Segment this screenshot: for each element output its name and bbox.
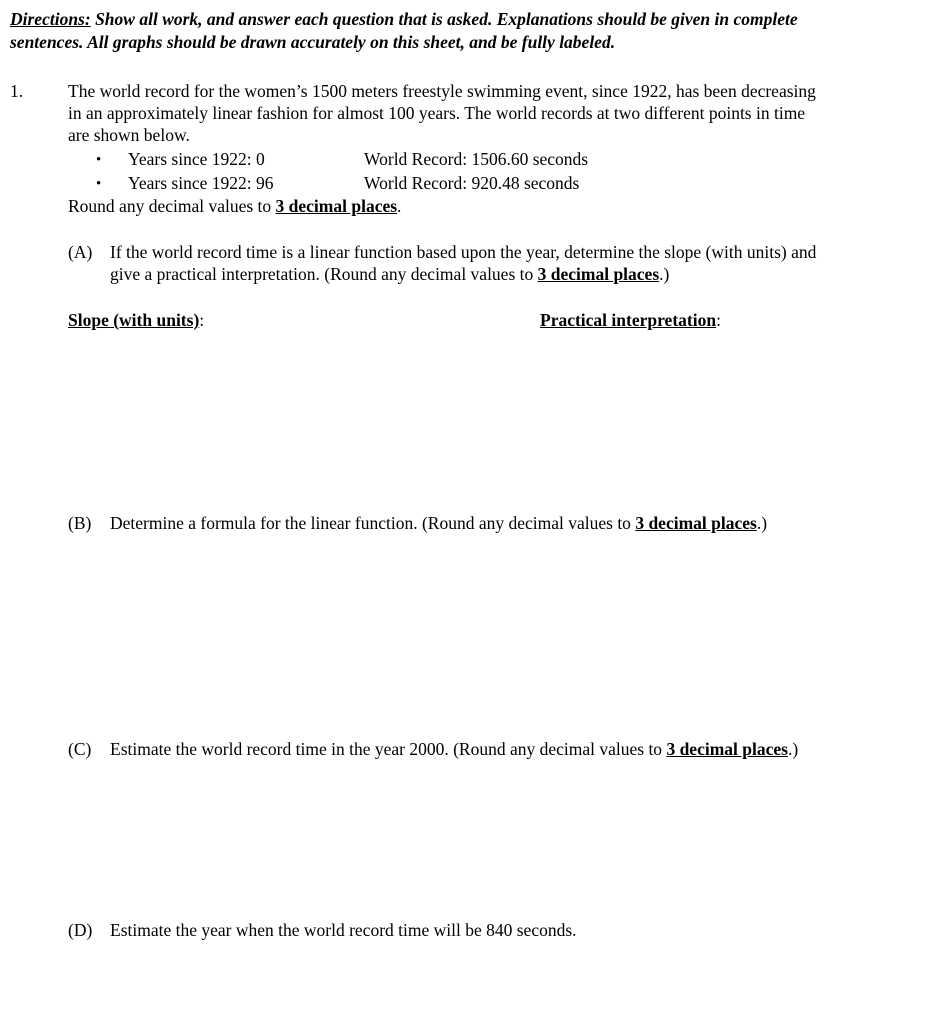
intro-line-3: are shown below.: [68, 125, 190, 145]
directions-line-1: [10, 8, 798, 31]
round-note-prefix: Round any decimal values to: [68, 196, 276, 216]
part-a-line-2: [110, 263, 669, 286]
problem-number: 1.: [10, 81, 24, 101]
bullet-icon: •: [96, 176, 102, 192]
part-b-prefix: Determine a formula for the linear function. (Round any decimal values to: [110, 513, 636, 533]
interpretation-label-colon: :: [716, 310, 721, 330]
interpretation-label: [540, 309, 721, 332]
part-d-question: Estimate the year when the world record time will be 840 seconds.: [110, 920, 577, 940]
directions-text-2: sentences. All graphs should be drawn accurately on this sheet, and be fully labeled.: [10, 32, 616, 52]
part-b-emphasis: 3 decimal places: [635, 513, 757, 533]
directions-line-2: [10, 31, 615, 54]
directions-text-1: Show all work, and answer each question that is asked. Explanations should be given in complete: [90, 9, 798, 29]
part-b-suffix: .): [756, 513, 768, 533]
interpretation-label-text: Practical interpretation: [540, 310, 717, 330]
round-note-suffix: .: [397, 196, 402, 216]
data-point-years: Years since 1922: 0: [128, 149, 265, 169]
slope-label-colon: :: [199, 310, 205, 330]
part-a-line-2-suffix: .): [659, 264, 670, 284]
part-d-letter: (D): [68, 920, 93, 940]
intro-line-2: in an approximately linear fashion for almost 100 years. The world records at two different points in time: [68, 103, 806, 123]
part-c-suffix: .): [787, 739, 799, 759]
part-a-line-2-prefix: give a practical interpretation. (Round any decimal values to: [110, 264, 538, 284]
part-b-question: [110, 512, 767, 535]
part-c-question: [110, 738, 798, 761]
part-c-letter: (C): [68, 739, 92, 759]
slope-label: [68, 309, 204, 332]
part-a-emphasis: 3 decimal places: [537, 264, 660, 284]
data-point-record: World Record: 920.48 seconds: [364, 173, 580, 193]
data-point-record: World Record: 1506.60 seconds: [364, 149, 589, 169]
directions-label: Directions:: [10, 9, 91, 29]
round-note-emphasis: 3 decimal places: [275, 196, 398, 216]
part-c-emphasis: 3 decimal places: [666, 739, 788, 759]
data-point-years: Years since 1922: 96: [128, 173, 274, 193]
part-b-letter: (B): [68, 513, 92, 533]
slope-label-text: Slope (with units): [68, 310, 200, 330]
bullet-icon: •: [96, 152, 102, 168]
part-a-line-1: If the world record time is a linear function based upon the year, determine the slope (with units) and: [110, 242, 817, 262]
part-a-letter: (A): [68, 242, 93, 262]
intro-line-1: The world record for the women’s 1500 meters freestyle swimming event, since 1922, has been decreasing: [68, 81, 816, 101]
part-c-prefix: Estimate the world record time in the year 2000. (Round any decimal values to: [110, 739, 667, 759]
round-note: [68, 195, 401, 218]
